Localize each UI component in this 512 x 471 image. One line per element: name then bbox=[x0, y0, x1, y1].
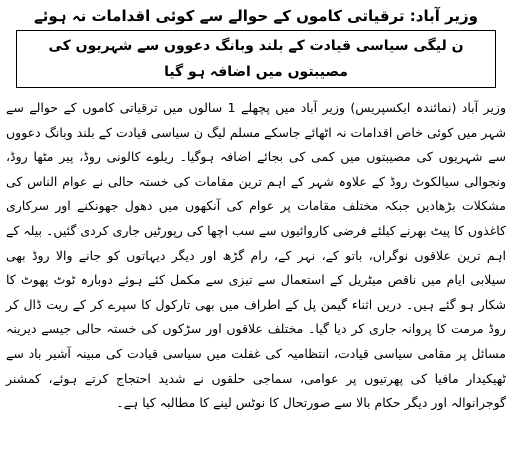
article-body: وزیر آباد (نمائندہ ایکسپریس) وزیر آباد میں پچھلے 1 سالوں میں ترقیاتی کاموں کے حوالے سے شہر میں کوئی خاص اقدامات نہ اٹھائے جاسکے مسلم لیگ ن سیاسی قیادت کے بلند وبانگ دعووں سے شہریوں کی مصیبتوں میں کمی کی بجائے اضافہ ہوگیا۔ ریلوے کالونی روڈ، پیر مٹھا روڈ، ونجوالی سیالکوٹ روڈ کے علاوہ شہر کے اہم ترین مقامات کی خستہ حالی نے عوام الناس کی مشکلات بڑھادیں جبکہ مختلف مقامات پر عوام کی آنکھوں میں دھول جھونکنے اور سرکاری کاغذوں کا پیٹ بھرنے کیلئے فرضی کاروائیوں سے سب اچھا کی رپورٹیں جاری کردی گئیں۔ بیلہ کے اہم ترین علاقوں نوگراں، باتو کے، نہر کے، رام گڑھ اور دیگر دیہاتوں کو جانے والا روڈ بھی سیلابی ایام میں ناقص میٹریل کے استعمال سے تیزی سے مکمل کئے ہوئے دوبارہ ٹوٹ پھوٹ کا شکار ہو گئے ہیں۔ دریں اثناء گیمن پل کے اطراف میں بھی تارکول کا سپرے کر کے ریت ڈال کر روڈ مرمت کا پروانہ جاری کر دیا گیا۔ مختلف علاقوں اور سڑکوں کی خستہ حالی جیسے دیرینہ مسائل پر مقامی سیاسی قیادت، انتظامیہ کی غفلت میں سیاسی قیادت کی مبینہ آشیر باد سے ٹھیکیدار مافیا کی پھرتیوں پر عوامی، سماجی حلقوں نے شدید احتجاج کرتے ہوئے، کمشنر گوجرانوالہ اور دیگر حکام بالا سے صورتحال کا نوٹس لینے کا مطالبہ کیا ہے۔ bbox=[6, 100, 507, 411]
article-subheadline: ن لیگی سیاسی قیادت کے بلند وبانگ دعووں سے شہریوں کی مصیبتوں میں اضافہ ہو گیا bbox=[16, 30, 496, 88]
article-headline: وزیر آباد: ترقیاتی کاموں کے حوالے سے کوئی اقدامات نہ ہوئے bbox=[33, 7, 478, 25]
